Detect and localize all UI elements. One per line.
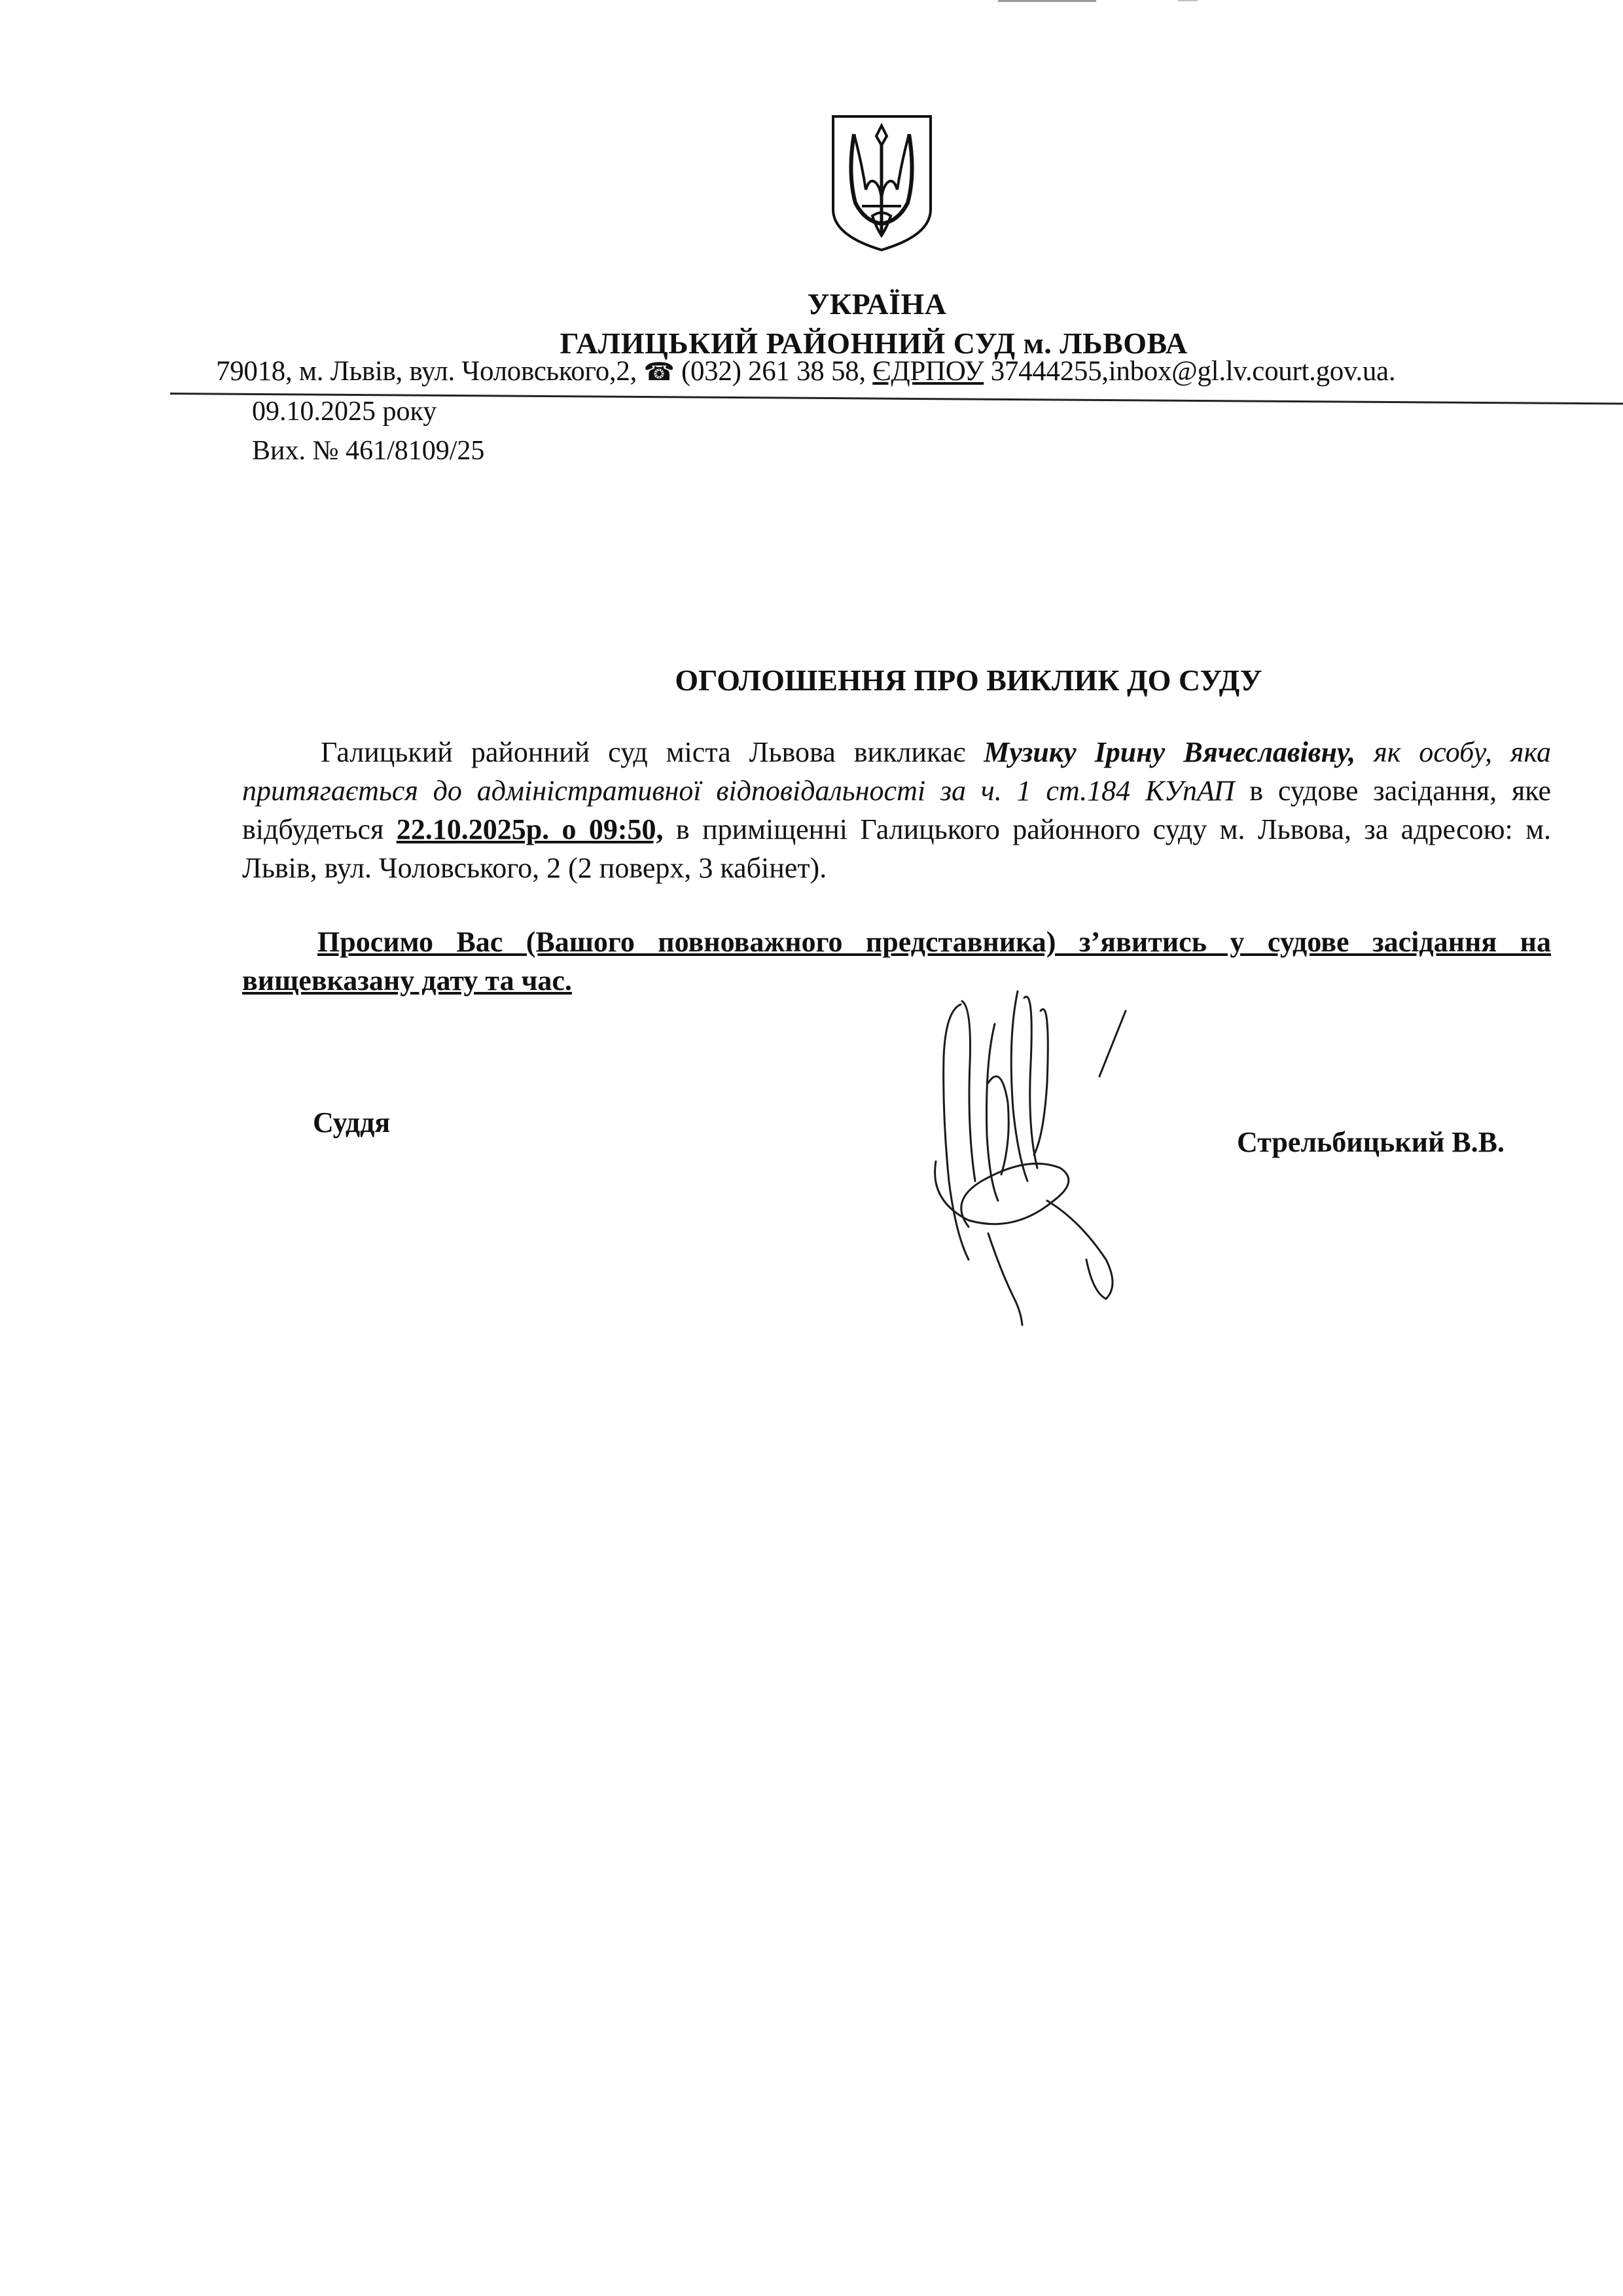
- judge-name: Стрельбицький В.В.: [1237, 1126, 1505, 1158]
- country-heading: УКРАЇНА: [807, 287, 947, 321]
- appearance-request: Просимо Вас (Вашого повноважного представника) з’явитись у судове засідання на вищевказану дату та час.: [242, 926, 1551, 997]
- body-text: Галицький районний суд міста Львова викликає: [321, 736, 984, 768]
- scan-artifact: [998, 0, 1096, 2]
- court-address-line: [216, 355, 1395, 387]
- notice-title: ОГОЛОШЕННЯ ПРО ВИКЛИК ДО СУДУ: [675, 663, 1262, 697]
- summoned-person-name: Музику Ірину Вячеславівну,: [984, 736, 1356, 768]
- liability-text: як особу, яка притягається до адміністративної відповідальності за ч. 1 ст.184 КУпАП: [242, 736, 1551, 807]
- hearing-location: в приміщенні Галицького районного суду м. Львова, за адресою: м. Львів, вул. Чоловського, 2 (2 поверх, 3 кабінет).: [242, 813, 1551, 884]
- edrpou-email: 37444255,inbox@gl.lv.court.gov.ua.: [990, 356, 1396, 387]
- document-date: 09.10.2025 року: [252, 397, 437, 427]
- edrpou-label: ЄДРПОУ: [872, 356, 984, 387]
- notice-body: [242, 733, 1551, 887]
- handwritten-signature-icon: [910, 985, 1152, 1332]
- court-phone: (032) 261 38 58,: [681, 356, 866, 387]
- court-address: 79018, м. Львів, вул. Чоловського,2,: [216, 356, 637, 387]
- phone-icon: ☎: [643, 359, 675, 386]
- trident-emblem-icon: [828, 111, 936, 254]
- court-name-heading: ГАЛИЦЬКИЙ РАЙОННИЙ СУД м. ЛЬВОВА: [560, 327, 1188, 360]
- judge-role-label: Суддя: [313, 1106, 391, 1139]
- hearing-datetime: 22.10.2025р. о 09:50,: [396, 813, 664, 845]
- outgoing-number: Вих. № 461/8109/25: [252, 436, 485, 466]
- body-text: в судове засідання, яке відбудеться: [242, 775, 1551, 845]
- scan-artifact: [1178, 0, 1198, 1]
